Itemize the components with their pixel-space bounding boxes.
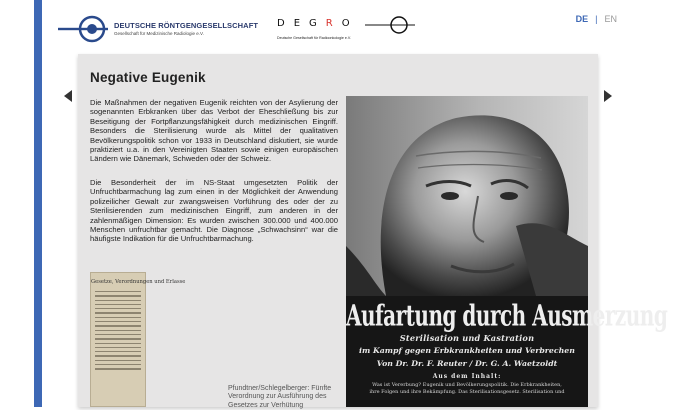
article-paragraph-1: Die Maßnahmen der negativen Eugenik reichten von der Asylierung der sogenannten Erbkranken über das Verbot der Eheschließung bis zur Beseitigung der Fortpflanzungsfähigkeit durch medizinischen Eingriff. Besonders die Sterilisierung wurde als Mittel der qualitativen Bevölkerungspolitik schon vor 1933 in Deutschland diskutiert, sie wurde praktiziert u.a. in den Vereinigten Staaten sowie einigen europäischen Ländern wie Dänemark, Schweden oder der Schweiz. (90, 98, 338, 164)
degro-logo-subtitle: Deutsche Gesellschaft für Radioonkologie e.V. (277, 36, 351, 40)
article-paragraph-2: Die Besonderheit der im NS-Staat umgesetzten Politik der Unfruchtbarmachung lag zum einen in der Möglichkeit der Anwendung polizeilicher Gewalt zur zwangsweisen Vorführung des oder der zu Sterilisierenden zum medizinischen Eingriff, zum anderen in der zahlenmäßigen Dimension: Es wurden zwischen 300.000 und 400.000 Menschen unfruchtbar gemacht. Die Diagnose „Schwachsinn“ war die häufigste Indikation für die Unfruchtbarmachung. (90, 178, 338, 244)
degro-logo-letters: DEGRO (277, 18, 359, 29)
poster-subtitle-1: Sterilisation und Kastration (399, 333, 535, 343)
poster-contents-text: Was ist Vererbung? Eugenik und Bevölkerungspolitik. Die Erbkrankheiten, ihre Folgen und ihre Bekämpfung. Das Sterilisationsgesetz. Sterilisation und (369, 382, 565, 395)
poster-authors: Von Dr. Dr. F. Reuter / Dr. G. A. Waetzoldt (376, 359, 558, 368)
poster-contents-heading: Aus dem Inhalt: (432, 373, 502, 380)
dgr-logo-icon (78, 15, 106, 43)
chevron-right-icon[interactable] (604, 90, 612, 102)
left-accent-bar (0, 0, 42, 407)
poster-subtitle-2: im Kampf gegen Erbkrankheiten und Verbrechen (359, 346, 575, 355)
image-caption: Pfundtner/Schlegelberger: Fünfte Verordnung zur Ausführung des Gesetzes zur Verhütung (228, 385, 332, 409)
lang-de-link[interactable]: DE (575, 14, 589, 24)
content-panel (78, 54, 668, 409)
chevron-left-icon[interactable] (64, 90, 72, 102)
lang-en-link[interactable]: EN (604, 14, 617, 24)
lang-separator: | (595, 14, 598, 24)
language-switcher (576, 14, 617, 24)
site-header (50, 0, 685, 52)
degro-logo-icon (365, 14, 415, 38)
degro-logo[interactable] (277, 14, 417, 44)
page-title: Negative Eugenik (90, 70, 206, 85)
dgr-logo-name: DEUTSCHE RÖNTGENGESELLSCHAFT (114, 21, 259, 30)
document-thumbnail-title: Gesetze, Verordnungen und Erlasse (91, 279, 186, 285)
document-thumbnail[interactable] (90, 272, 186, 407)
dgr-logo-subtitle: Gesellschaft für Medizinische Radiologie e.V. (114, 31, 204, 36)
dgr-logo[interactable] (78, 15, 268, 43)
poster-title: Aufartung durch Ausmerzung (346, 298, 668, 333)
poster-image[interactable] (346, 96, 668, 407)
